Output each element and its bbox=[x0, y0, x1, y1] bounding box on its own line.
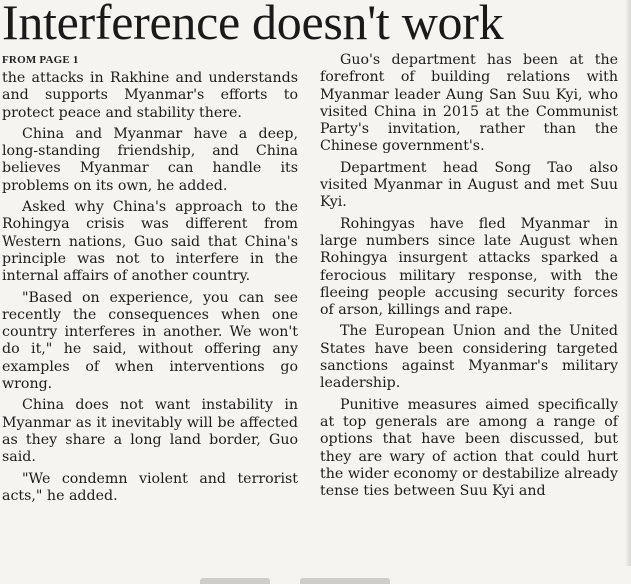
headline: Interference doesn't work bbox=[2, 0, 504, 50]
paragraph: the attacks in Rakhine and understands and supports Myanmar's efforts to protect peace and stability there. bbox=[2, 70, 298, 121]
paragraph: Asked why China's approach to the Rohingya crisis was different from Western nations, Guo said that China's principle was not to interfere in the internal affairs of another country. bbox=[2, 199, 298, 285]
paragraph: Guo's department has been at the forefront of building relations with Myanmar leader Aung San Suu Kyi, who visited China in 2015 at the Communist Party's invitation, rather than the Chinese government's. bbox=[320, 52, 618, 155]
paragraph: China and Myanmar have a deep, long-standing friendship, and China believes Myanmar can handle its problems on its own, he added. bbox=[2, 125, 298, 194]
paragraph: "Based on experience, you can see recently the consequences when one country interferes in another. We won't do it," he said, without offering any examples of when interventions go wrong. bbox=[2, 289, 298, 393]
bottom-margin bbox=[0, 566, 631, 584]
paragraph: Punitive measures aimed specifically at top generals are among a range of options that have been discussed, but they are wary of action that could hurt the wider economy or destabilize already tense ties between Suu Kyi and bbox=[320, 396, 618, 500]
paragraph: "We condemn violent and terrorist acts," he added. bbox=[2, 470, 298, 504]
cut-off-text-fragment bbox=[200, 578, 270, 584]
article-column-left bbox=[2, 70, 298, 509]
continuation-kicker: FROM PAGE 1 bbox=[2, 54, 79, 66]
paragraph: Department head Song Tao also visited Myanmar in August and met Suu Kyi. bbox=[320, 159, 618, 211]
paragraph: Rohingyas have fled Myanmar in large numbers since late August when Rohingya insurgent attacks sparked a ferocious military response, with the fleeing people accusing security forces of arson, killings and rape. bbox=[320, 215, 618, 319]
page-edge-shadow bbox=[625, 0, 631, 584]
paragraph: The European Union and the United States have been considering targeted sanctions against Myanmar's military leadership. bbox=[320, 323, 618, 392]
article-column-right bbox=[320, 52, 618, 504]
paragraph: China does not want instability in Myanmar as it inevitably will be affected as they share a long land border, Guo said. bbox=[2, 397, 298, 466]
cut-off-text-fragment bbox=[300, 578, 390, 584]
